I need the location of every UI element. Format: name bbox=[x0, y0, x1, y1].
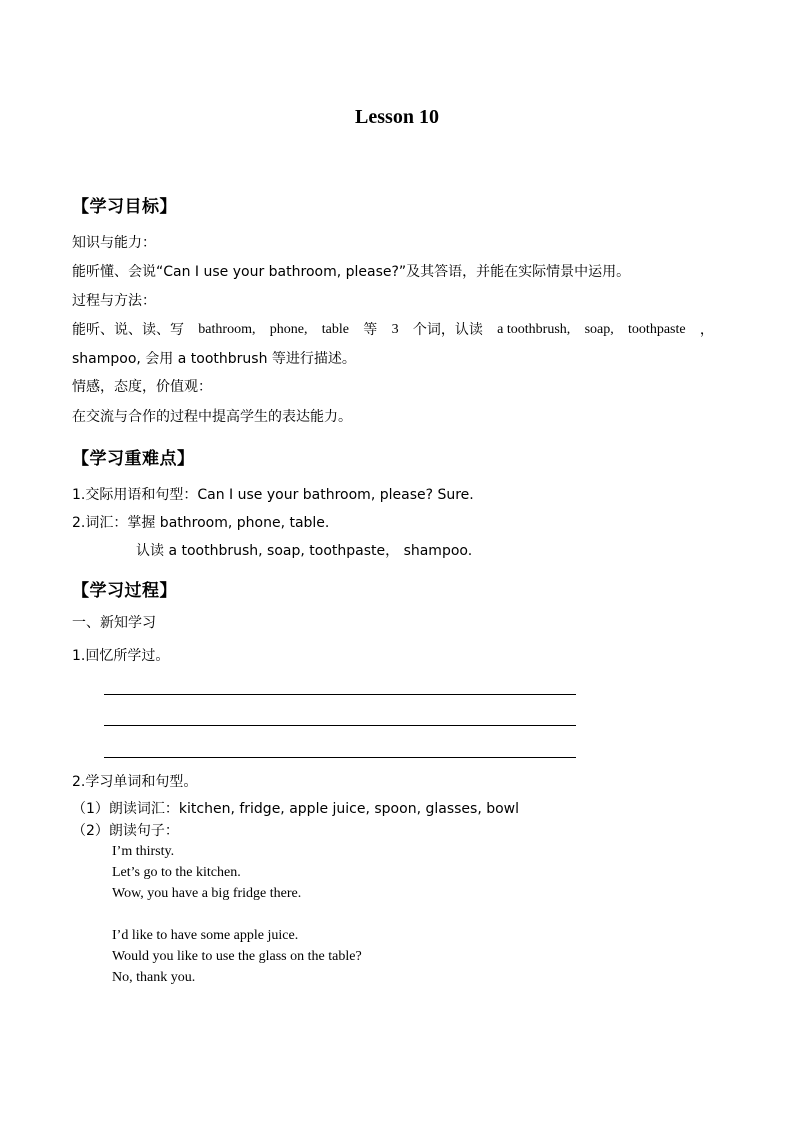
process-word: a toothbrush, bbox=[497, 322, 571, 337]
sentence-line: No, thank you. bbox=[112, 970, 196, 985]
emotion-text: 在交流与合作的过程中提高学生的表达能力。 bbox=[72, 409, 352, 425]
sentence-line: I’m thirsty. bbox=[112, 844, 175, 859]
sentence-line: Would you like to use the glass on the table? bbox=[112, 949, 362, 964]
process-method-line1 bbox=[72, 320, 714, 340]
process-method-line2: shampoo, 会用 a toothbrush 等进行描述。 bbox=[72, 351, 356, 367]
process-word: table bbox=[321, 322, 349, 337]
answer-blank-line[interactable] bbox=[104, 725, 576, 726]
process-word: bathroom, bbox=[198, 322, 256, 337]
objectives-heading: 【学习目标】 bbox=[72, 197, 177, 217]
key-point-1: 1.交际用语和句型：Can I use your bathroom, please? Sure. bbox=[72, 487, 474, 503]
process-word: 等 bbox=[363, 322, 378, 338]
knowledge-text: 能听懂、会说“Can I use your bathroom, please?”及其答语，并能在实际情景中运用。 bbox=[72, 264, 631, 280]
answer-blank-line[interactable] bbox=[104, 694, 576, 695]
key-point-2: 2.词汇：掌握 bathroom, phone, table. bbox=[72, 515, 330, 531]
process-method-label: 过程与方法： bbox=[72, 293, 156, 309]
sentences-label: （2）朗读句子： bbox=[72, 823, 179, 839]
process-word: 能听、说、读、写 bbox=[72, 322, 184, 338]
process-word: 个词，认读 bbox=[412, 322, 483, 338]
step-learn-words: 2.学习单词和句型。 bbox=[72, 774, 198, 790]
sentence-line: Let’s go to the kitchen. bbox=[112, 865, 241, 880]
sentence-line: Wow, you have a big fridge there. bbox=[112, 886, 302, 901]
vocab-line: （1）朗读词汇：kitchen, fridge, apple juice, spoon, glasses, bowl bbox=[72, 801, 520, 817]
step-recall: 1.回忆所学过。 bbox=[72, 648, 170, 664]
knowledge-label: 知识与能力： bbox=[72, 235, 156, 251]
section-new-learning: 一、新知学习 bbox=[72, 615, 156, 631]
process-word: toothpaste bbox=[628, 322, 686, 337]
sentence-line: I’d like to have some apple juice. bbox=[112, 928, 299, 943]
emotion-label: 情感，态度，价值观： bbox=[72, 379, 212, 395]
answer-blank-line[interactable] bbox=[104, 757, 576, 758]
key-point-3: 认读 a toothbrush, soap, toothpaste， shampoo. bbox=[136, 543, 473, 559]
process-heading: 【学习过程】 bbox=[72, 581, 177, 601]
process-word: ， bbox=[699, 322, 714, 338]
page-title: Lesson 10 bbox=[355, 106, 439, 128]
key-points-heading: 【学习重难点】 bbox=[72, 449, 195, 469]
process-word: soap, bbox=[584, 322, 614, 337]
process-word: phone, bbox=[269, 322, 308, 337]
process-word: 3 bbox=[391, 322, 399, 337]
